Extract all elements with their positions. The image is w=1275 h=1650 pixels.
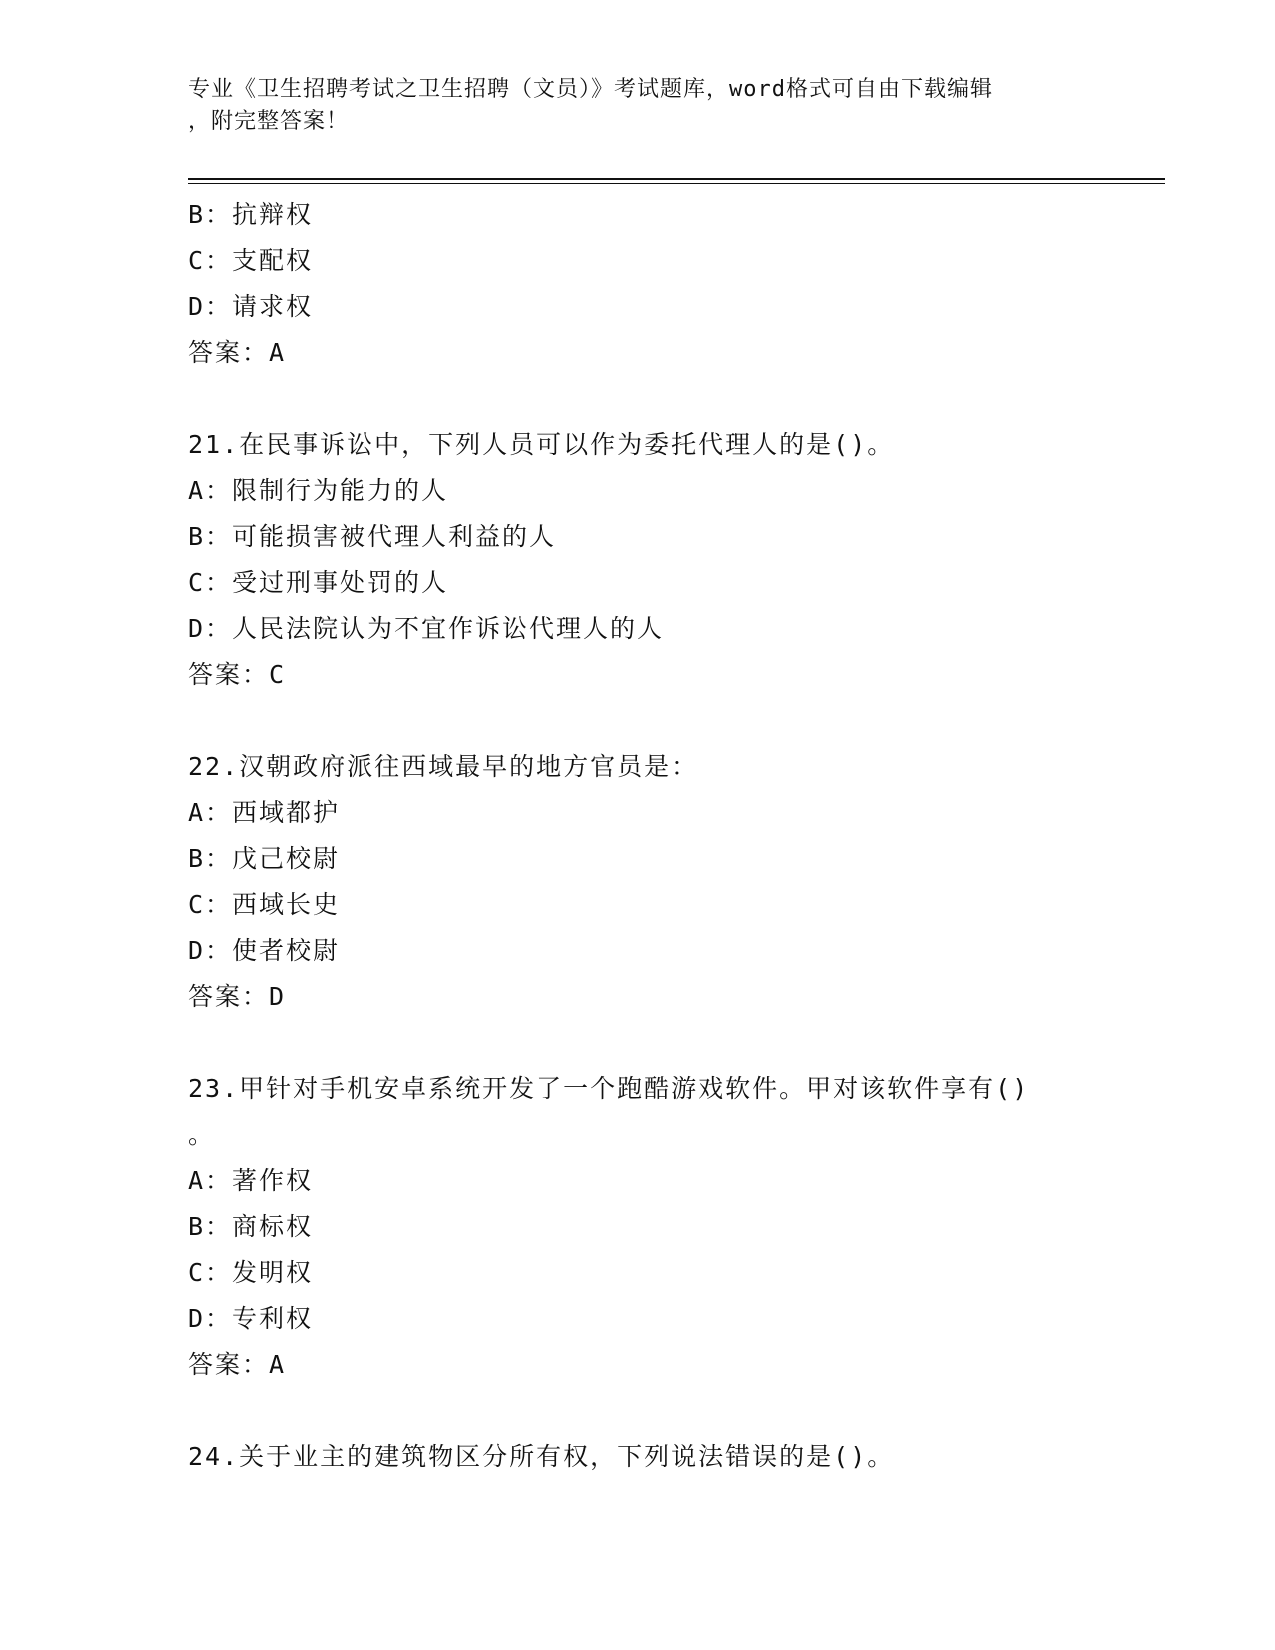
option-b: B：商标权 bbox=[188, 1212, 314, 1241]
question-20-tail bbox=[188, 192, 1088, 376]
option-d: D：人民法院认为不宜作诉讼代理人的人 bbox=[188, 614, 665, 643]
option-c: C：支配权 bbox=[188, 246, 314, 275]
answer: 答案：C bbox=[188, 660, 287, 689]
option-a: A：限制行为能力的人 bbox=[188, 476, 449, 505]
answer: 答案：A bbox=[188, 1350, 287, 1379]
header-line-1: 专业《卫生招聘考试之卫生招聘（文员）》考试题库，word格式可自由下载编辑 bbox=[188, 77, 993, 102]
spacer bbox=[188, 376, 1088, 422]
question-21 bbox=[188, 422, 1088, 698]
option-d: D：使者校尉 bbox=[188, 936, 341, 965]
header-line-2: ，附完整答案！ bbox=[188, 109, 350, 134]
header-divider bbox=[188, 178, 1165, 184]
document-header bbox=[188, 74, 1078, 138]
question-list bbox=[188, 192, 1088, 1480]
option-c: C：西域长史 bbox=[188, 890, 341, 919]
spacer bbox=[188, 1020, 1088, 1066]
option-b: B：抗辩权 bbox=[188, 200, 314, 229]
question-23 bbox=[188, 1066, 1088, 1388]
spacer bbox=[188, 698, 1088, 744]
question-text-line-1: 23.甲针对手机安卓系统开发了一个跑酷游戏软件。甲对该软件享有() bbox=[188, 1074, 1030, 1103]
answer: 答案：A bbox=[188, 338, 287, 367]
question-text: 21.在民事诉讼中，下列人员可以作为委托代理人的是()。 bbox=[188, 430, 895, 459]
question-text-line-2: 。 bbox=[188, 1120, 216, 1149]
option-c: C：发明权 bbox=[188, 1258, 314, 1287]
question-24 bbox=[188, 1434, 1088, 1480]
option-c: C：受过刑事处罚的人 bbox=[188, 568, 449, 597]
option-d: D：专利权 bbox=[188, 1304, 314, 1333]
option-b: B：可能损害被代理人利益的人 bbox=[188, 522, 557, 551]
option-a: A：西域都护 bbox=[188, 798, 341, 827]
answer: 答案：D bbox=[188, 982, 287, 1011]
option-a: A：著作权 bbox=[188, 1166, 314, 1195]
option-b: B：戊己校尉 bbox=[188, 844, 341, 873]
question-22 bbox=[188, 744, 1088, 1020]
option-d: D：请求权 bbox=[188, 292, 314, 321]
question-text: 22.汉朝政府派往西域最早的地方官员是： bbox=[188, 752, 699, 781]
question-text: 24.关于业主的建筑物区分所有权，下列说法错误的是()。 bbox=[188, 1442, 895, 1471]
spacer bbox=[188, 1388, 1088, 1434]
